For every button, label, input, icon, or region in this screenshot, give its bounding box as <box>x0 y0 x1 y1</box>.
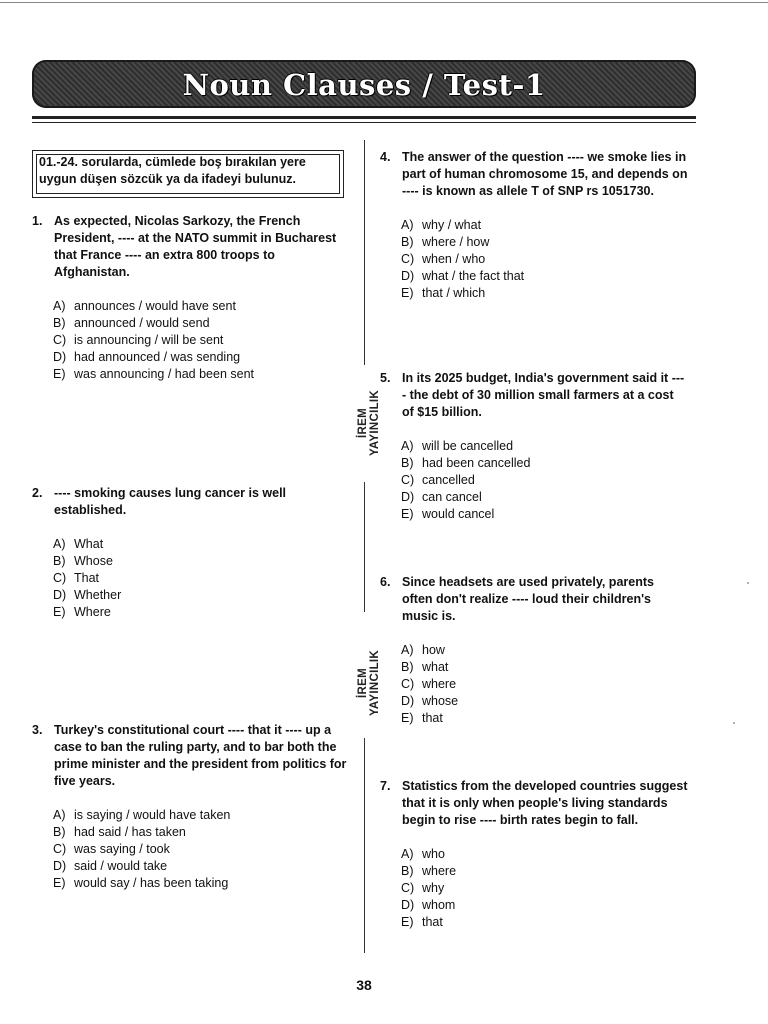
scan-speck <box>733 722 735 724</box>
option-c[interactable]: C) when / who <box>401 252 486 266</box>
publisher-watermark: İREM YAYINCILIK <box>357 649 381 717</box>
option-d[interactable]: D) whom <box>401 898 456 912</box>
question-stem: Statistics from the developed countries suggest that it is only when people's living standards begin to rise ---- birth rates begin to fall. <box>402 779 688 827</box>
option-a[interactable]: A) announces / would have sent <box>53 299 236 313</box>
option-a[interactable]: A) who <box>401 847 445 861</box>
answer-options <box>401 217 692 302</box>
question-stem: ---- smoking causes lung cancer is well established. <box>54 486 287 517</box>
question-stem: In its 2025 budget, India's government said it ---- the debt of 30 million small farmers at a cost of $15 billion. <box>402 371 685 419</box>
option-a[interactable]: A) will be cancelled <box>401 439 514 453</box>
header-rule-thick <box>32 116 696 119</box>
question-5 <box>380 370 685 523</box>
option-b[interactable]: B) Whose <box>53 554 113 568</box>
question-7 <box>380 778 695 931</box>
title-banner <box>32 60 696 108</box>
column-divider <box>364 140 365 365</box>
scan-speck <box>747 582 749 584</box>
option-d[interactable]: D) had announced / was sending <box>53 350 241 364</box>
option-d[interactable]: D) whose <box>401 694 459 708</box>
question-4 <box>380 149 692 302</box>
option-a[interactable]: A) how <box>401 643 445 657</box>
answer-options <box>53 807 350 892</box>
option-e[interactable]: E) would cancel <box>401 507 495 521</box>
question-stem: As expected, Nicolas Sarkozy, the French President, ---- at the NATO summit in Bucharest that France ---- an extra 800 troops to Afghanistan. <box>54 214 337 279</box>
answer-options <box>401 438 685 523</box>
header-rule-thin <box>32 122 696 123</box>
option-a[interactable]: A) why / what <box>401 218 482 232</box>
page-title: Noun Clauses / Test-1 <box>182 68 546 102</box>
option-c[interactable]: C) cancelled <box>401 473 475 487</box>
instruction-box <box>32 150 344 198</box>
question-number: 3. <box>32 723 43 737</box>
option-e[interactable]: E) that <box>401 711 443 725</box>
option-c[interactable]: C) why <box>401 881 445 895</box>
question-number: 2. <box>32 486 43 500</box>
publisher-watermark: İREM YAYINCILIK <box>357 389 381 457</box>
option-b[interactable]: B) announced / would send <box>53 316 210 330</box>
question-stem: Turkey's constitutional court ---- that it ---- up a case to ban the ruling party, and to bar both the prime minister and the president from politics for five years. <box>54 723 347 788</box>
question-1 <box>32 213 344 383</box>
question-number: 6. <box>380 575 391 589</box>
page-number: 38 <box>356 977 372 993</box>
column-divider <box>364 482 365 612</box>
question-number: 4. <box>380 150 391 164</box>
option-d[interactable]: D) Whether <box>53 588 122 602</box>
answer-options <box>401 642 680 727</box>
option-c[interactable]: C) is announcing / will be sent <box>53 333 224 347</box>
top-edge-rule <box>0 2 768 3</box>
answer-options <box>401 846 695 931</box>
option-b[interactable]: B) had been cancelled <box>401 456 531 470</box>
option-b[interactable]: B) where / how <box>401 235 490 249</box>
option-d[interactable]: D) said / would take <box>53 859 168 873</box>
option-c[interactable]: C) That <box>53 571 100 585</box>
question-stem: The answer of the question ---- we smoke lies in part of human chromosome 15, and depends on ---- is known as allele T of SNP rs 1051730. <box>402 150 688 198</box>
option-e[interactable]: E) that / which <box>401 286 486 300</box>
question-stem: Since headsets are used privately, parents often don't realize ---- loud their children's music is. <box>402 575 654 623</box>
question-number: 1. <box>32 214 43 228</box>
question-2 <box>32 485 344 621</box>
option-a[interactable]: A) What <box>53 537 104 551</box>
option-c[interactable]: C) where <box>401 677 457 691</box>
column-divider <box>364 738 365 953</box>
instruction-text: 01.-24. sorularda, cümlede boş bırakılan yere uygun düşen sözcük ya da ifadeyi bulunuz. <box>39 155 306 186</box>
option-e[interactable]: E) that <box>401 915 443 929</box>
question-number: 5. <box>380 371 391 385</box>
question-number: 7. <box>380 779 391 793</box>
answer-options <box>53 536 344 621</box>
answer-options <box>53 298 344 383</box>
option-b[interactable]: B) had said / has taken <box>53 825 186 839</box>
question-3 <box>32 722 350 892</box>
option-e[interactable]: E) was announcing / had been sent <box>53 367 254 381</box>
option-d[interactable]: D) what / the fact that <box>401 269 525 283</box>
option-e[interactable]: E) Where <box>53 605 111 619</box>
option-b[interactable]: B) what <box>401 660 449 674</box>
option-d[interactable]: D) can cancel <box>401 490 482 504</box>
option-a[interactable]: A) is saying / would have taken <box>53 808 231 822</box>
question-6 <box>380 574 680 727</box>
option-b[interactable]: B) where <box>401 864 457 878</box>
option-c[interactable]: C) was saying / took <box>53 842 170 856</box>
option-e[interactable]: E) would say / has been taking <box>53 876 229 890</box>
